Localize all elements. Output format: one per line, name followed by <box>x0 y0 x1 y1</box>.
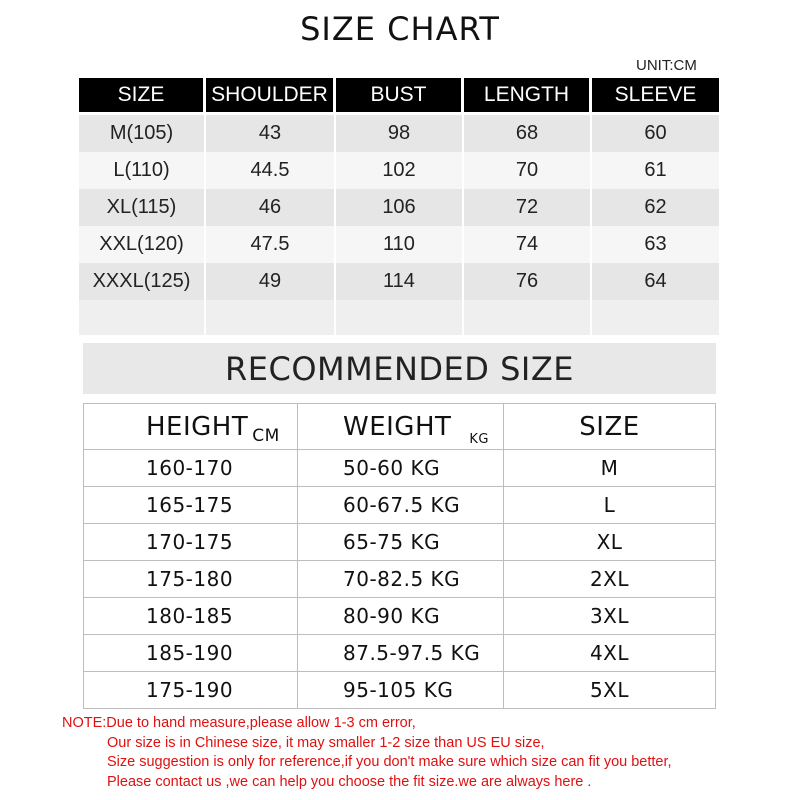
cell-bust: 106 <box>336 189 464 226</box>
cell-size: M(105) <box>79 115 206 152</box>
empty-cell <box>592 300 719 335</box>
cell-sleeve: 60 <box>592 115 719 152</box>
cell-height: 175-190 <box>84 672 298 708</box>
cell-length: 68 <box>464 115 592 152</box>
cell-size: XL(115) <box>79 189 206 226</box>
table-row-empty <box>79 300 719 335</box>
size-chart-header <box>79 78 719 112</box>
cell-shoulder: 46 <box>206 189 336 226</box>
cell-size: XL <box>596 530 623 554</box>
recommended-header <box>84 404 715 450</box>
recommended-size-title: RECOMMENDED SIZE <box>83 343 716 394</box>
cell-size: L <box>603 493 616 517</box>
cell-bust: 98 <box>336 115 464 152</box>
empty-cell <box>464 300 592 335</box>
table-row <box>84 561 715 598</box>
cell-weight: 80-90 KG <box>298 598 504 634</box>
cell-sleeve: 63 <box>592 226 719 263</box>
table-row <box>84 598 715 635</box>
table-row <box>79 226 719 263</box>
size-chart-body <box>79 115 719 335</box>
cell-size: M <box>600 456 619 480</box>
cell-length: 74 <box>464 226 592 263</box>
unit-label: UNIT:CM <box>636 57 697 74</box>
table-row <box>79 115 719 152</box>
size-chart-table <box>79 78 719 335</box>
cell-height: 165-175 <box>84 487 298 523</box>
empty-cell <box>336 300 464 335</box>
header-height-unit: CM <box>252 426 280 446</box>
table-row <box>79 189 719 226</box>
cell-length: 70 <box>464 152 592 189</box>
cell-shoulder: 49 <box>206 263 336 300</box>
cell-weight: 87.5-97.5 KG <box>298 635 504 671</box>
cell-size: 2XL <box>589 567 630 591</box>
header-size: SIZE <box>579 411 640 442</box>
header-weight: WEIGHT <box>343 411 452 442</box>
header-height-cell <box>84 404 298 449</box>
table-row <box>84 524 715 561</box>
cell-length: 76 <box>464 263 592 300</box>
page-title: SIZE CHART <box>300 10 500 48</box>
cell-height: 175-180 <box>84 561 298 597</box>
note-line: Our size is in Chinese size, it may smaller 1-2 size than US EU size, <box>107 734 545 751</box>
empty-cell <box>206 300 336 335</box>
note-line: NOTE:Due to hand measure,please allow 1-3 cm error, <box>62 715 416 731</box>
cell-shoulder: 43 <box>206 115 336 152</box>
table-row <box>84 635 715 672</box>
note-line: Size suggestion is only for reference,if you don't make sure which size can fit you better, <box>107 754 672 770</box>
table-row <box>84 450 715 487</box>
note-text <box>62 714 797 792</box>
cell-size: 4XL <box>589 641 630 665</box>
header-weight-unit: KG <box>469 432 489 447</box>
note-line: Please contact us ,we can help you choose the fit size.we are always here . <box>107 773 592 790</box>
cell-size: 3XL <box>589 604 630 628</box>
cell-size: 5XL <box>589 678 630 702</box>
cell-length: 72 <box>464 189 592 226</box>
cell-size: L(110) <box>79 152 206 189</box>
header-height: HEIGHT <box>146 411 249 442</box>
table-row <box>84 487 715 524</box>
cell-weight: 65-75 KG <box>298 524 504 560</box>
cell-height: 180-185 <box>84 598 298 634</box>
cell-bust: 110 <box>336 226 464 263</box>
table-row <box>84 672 715 708</box>
header-bust: BUST <box>336 78 464 112</box>
cell-weight: 70-82.5 KG <box>298 561 504 597</box>
cell-sleeve: 62 <box>592 189 719 226</box>
cell-height: 170-175 <box>84 524 298 560</box>
recommended-size-table <box>83 403 716 709</box>
cell-weight: 50-60 KG <box>298 450 504 486</box>
cell-height: 160-170 <box>84 450 298 486</box>
cell-bust: 114 <box>336 263 464 300</box>
cell-weight: 60-67.5 KG <box>298 487 504 523</box>
cell-shoulder: 44.5 <box>206 152 336 189</box>
cell-sleeve: 61 <box>592 152 719 189</box>
header-shoulder: SHOULDER <box>206 78 336 112</box>
table-row <box>79 152 719 189</box>
table-row <box>79 263 719 300</box>
cell-weight: 95-105 KG <box>298 672 504 708</box>
cell-size: XXXL(125) <box>79 263 206 300</box>
cell-shoulder: 47.5 <box>206 226 336 263</box>
cell-size: XXL(120) <box>79 226 206 263</box>
empty-cell <box>79 300 206 335</box>
cell-sleeve: 64 <box>592 263 719 300</box>
header-size: SIZE <box>79 78 206 112</box>
cell-height: 185-190 <box>84 635 298 671</box>
cell-bust: 102 <box>336 152 464 189</box>
header-weight-cell <box>298 404 504 449</box>
header-length: LENGTH <box>464 78 592 112</box>
header-sleeve: SLEEVE <box>614 83 697 106</box>
